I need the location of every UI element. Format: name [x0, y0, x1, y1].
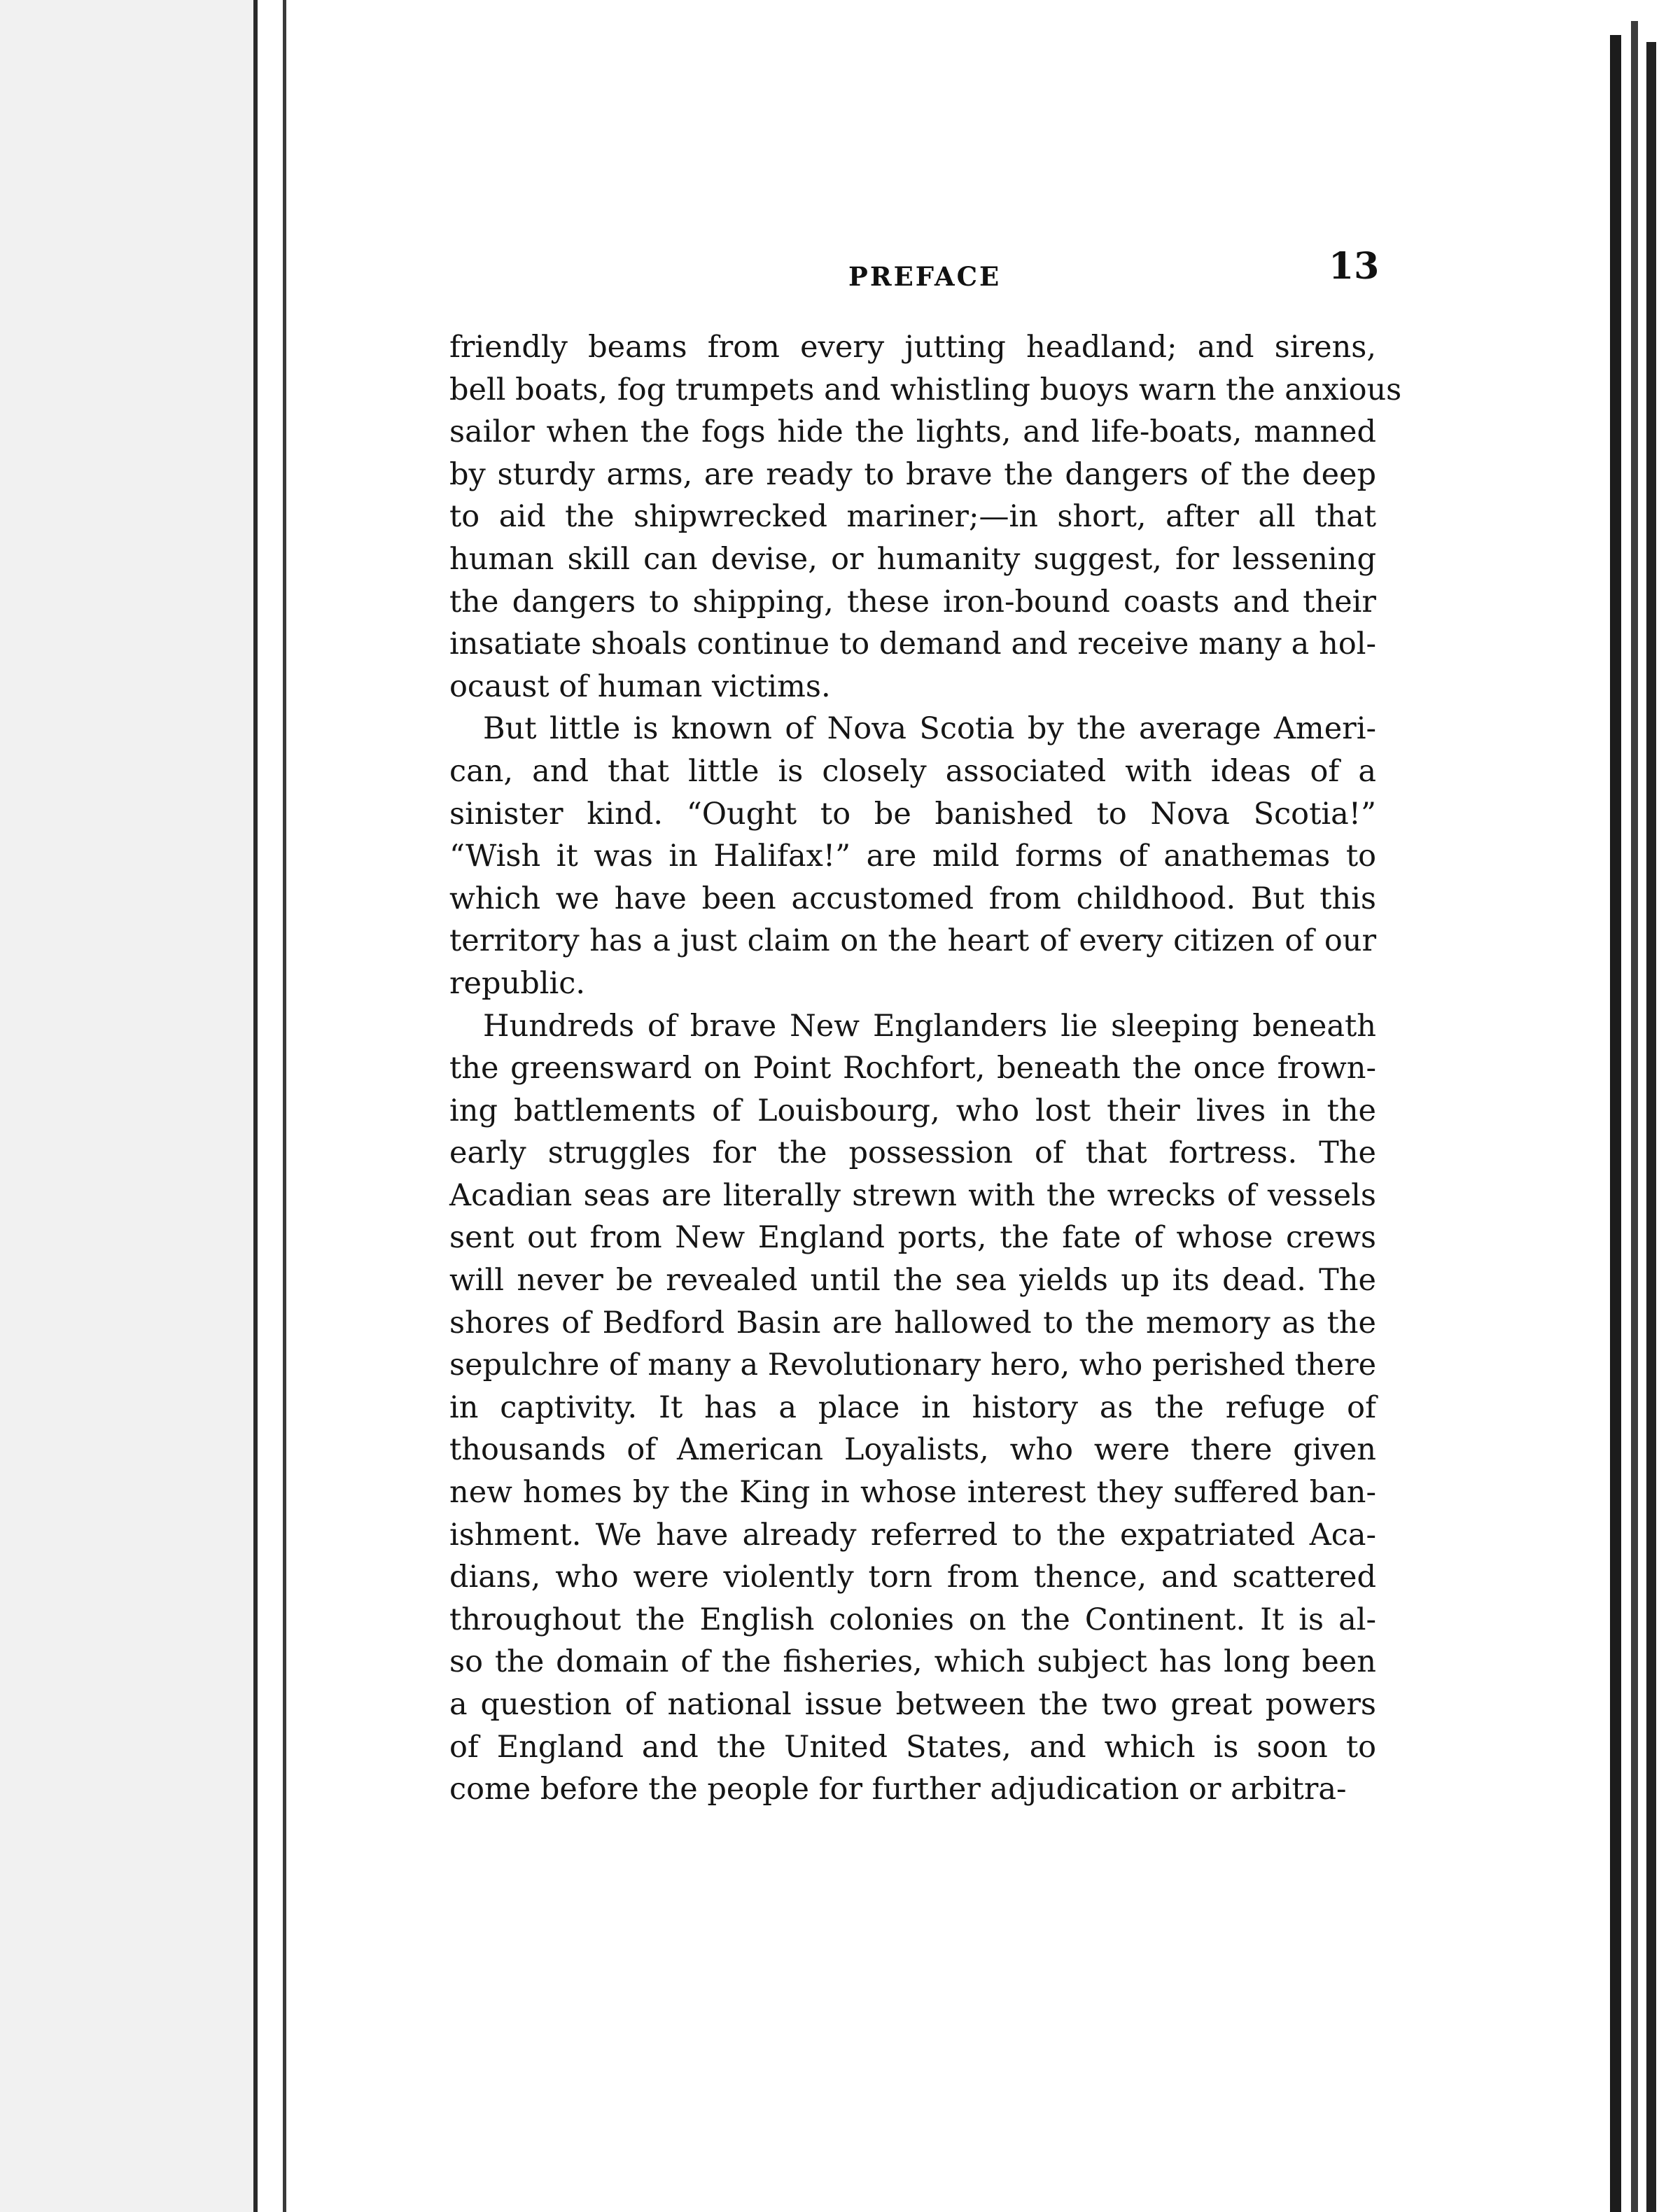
- text-line: by sturdy arms, are ready to brave the dangers of the deep: [449, 456, 1376, 492]
- text-line: bell boats, fog trumpets and whistling buoys warn the anxious: [449, 372, 1402, 407]
- paragraph: [449, 708, 1376, 1004]
- paragraph: [449, 326, 1402, 708]
- text-line: in captivity. It has a place in history as the refuge of: [449, 1390, 1376, 1425]
- text-line: so the domain of the fisheries, which subject has long been: [449, 1644, 1376, 1680]
- page-gutter: [258, 0, 286, 2212]
- text-line: sinister kind. “Ought to be banished to Nova Scotia!”: [449, 796, 1376, 832]
- page-edge-shadow: [1610, 35, 1621, 2212]
- text-line: can, and that little is closely associated with ideas of a: [449, 753, 1376, 789]
- text-line: human skill can devise, or humanity suggest, for lessening: [449, 541, 1376, 577]
- text-line: friendly beams from every jutting headland; and sirens,: [449, 330, 1376, 365]
- paragraph-container: [449, 326, 1402, 1811]
- paragraph: [449, 1005, 1376, 1811]
- facing-page-left: [0, 0, 258, 2212]
- text-line: Acadian seas are literally strewn with the wrecks of vessels: [449, 1177, 1376, 1213]
- text-line: early struggles for the possession of that fortress. The: [449, 1135, 1376, 1171]
- text-line: Hundreds of brave New Englanders lie sleeping beneath: [483, 1008, 1376, 1044]
- text-line: republic.: [449, 965, 586, 1001]
- text-line: which we have been accustomed from childhood. But this: [449, 881, 1376, 916]
- text-line: sepulchre of many a Revolutionary hero, who perished there: [449, 1348, 1377, 1383]
- text-line: thousands of American Loyalists, who were there given: [449, 1432, 1376, 1468]
- text-line: come before the people for further adjudication or arbitra-: [449, 1772, 1347, 1807]
- page-edge-shadow: [1646, 42, 1656, 2212]
- text-line: sent out from New England ports, the fate of whose crews: [449, 1220, 1376, 1256]
- text-line: But little is known of Nova Scotia by the average Ameri-: [483, 711, 1376, 747]
- text-line: ing battlements of Louisbourg, who lost their lives in the: [449, 1093, 1376, 1128]
- page-number: 13: [1329, 245, 1380, 288]
- page-edge-shadow: [1631, 21, 1638, 2212]
- text-line: sailor when the fogs hide the lights, and life-boats, manned: [449, 414, 1376, 450]
- text-line: the dangers to shipping, these iron-bound coasts and their: [449, 584, 1376, 620]
- text-line: shores of Bedford Basin are hallowed to the memory as the: [449, 1305, 1376, 1340]
- text-line: ocaust of human victims.: [449, 668, 831, 704]
- text-line: to aid the shipwrecked mariner;—in short, after all that: [449, 499, 1376, 535]
- text-line: ishment. We have already referred to the expatriated Aca-: [449, 1517, 1376, 1553]
- gutter-shadow-line: [283, 0, 286, 2212]
- body-text: [449, 326, 1402, 1811]
- text-line: a question of national issue between the two great powers: [449, 1687, 1376, 1722]
- text-line: the greensward on Point Rochfort, beneath the once frown-: [449, 1051, 1376, 1086]
- text-line: throughout the English colonies on the Continent. It is al-: [449, 1602, 1376, 1637]
- text-line: of England and the United States, and which is soon to: [449, 1729, 1376, 1765]
- running-head: PREFACE: [848, 261, 1002, 292]
- text-line: will never be revealed until the sea yields up its dead. The: [449, 1263, 1376, 1298]
- text-line: dians, who were violently torn from thence, and scattered: [449, 1560, 1376, 1595]
- text-line: territory has a just claim on the heart of every citizen of our: [449, 923, 1376, 959]
- text-line: new homes by the King in whose interest they suffered ban-: [449, 1475, 1376, 1511]
- text-line: “Wish it was in Halifax!” are mild forms of anathemas to: [449, 839, 1376, 874]
- text-line: insatiate shoals continue to demand and receive many a hol-: [449, 626, 1376, 662]
